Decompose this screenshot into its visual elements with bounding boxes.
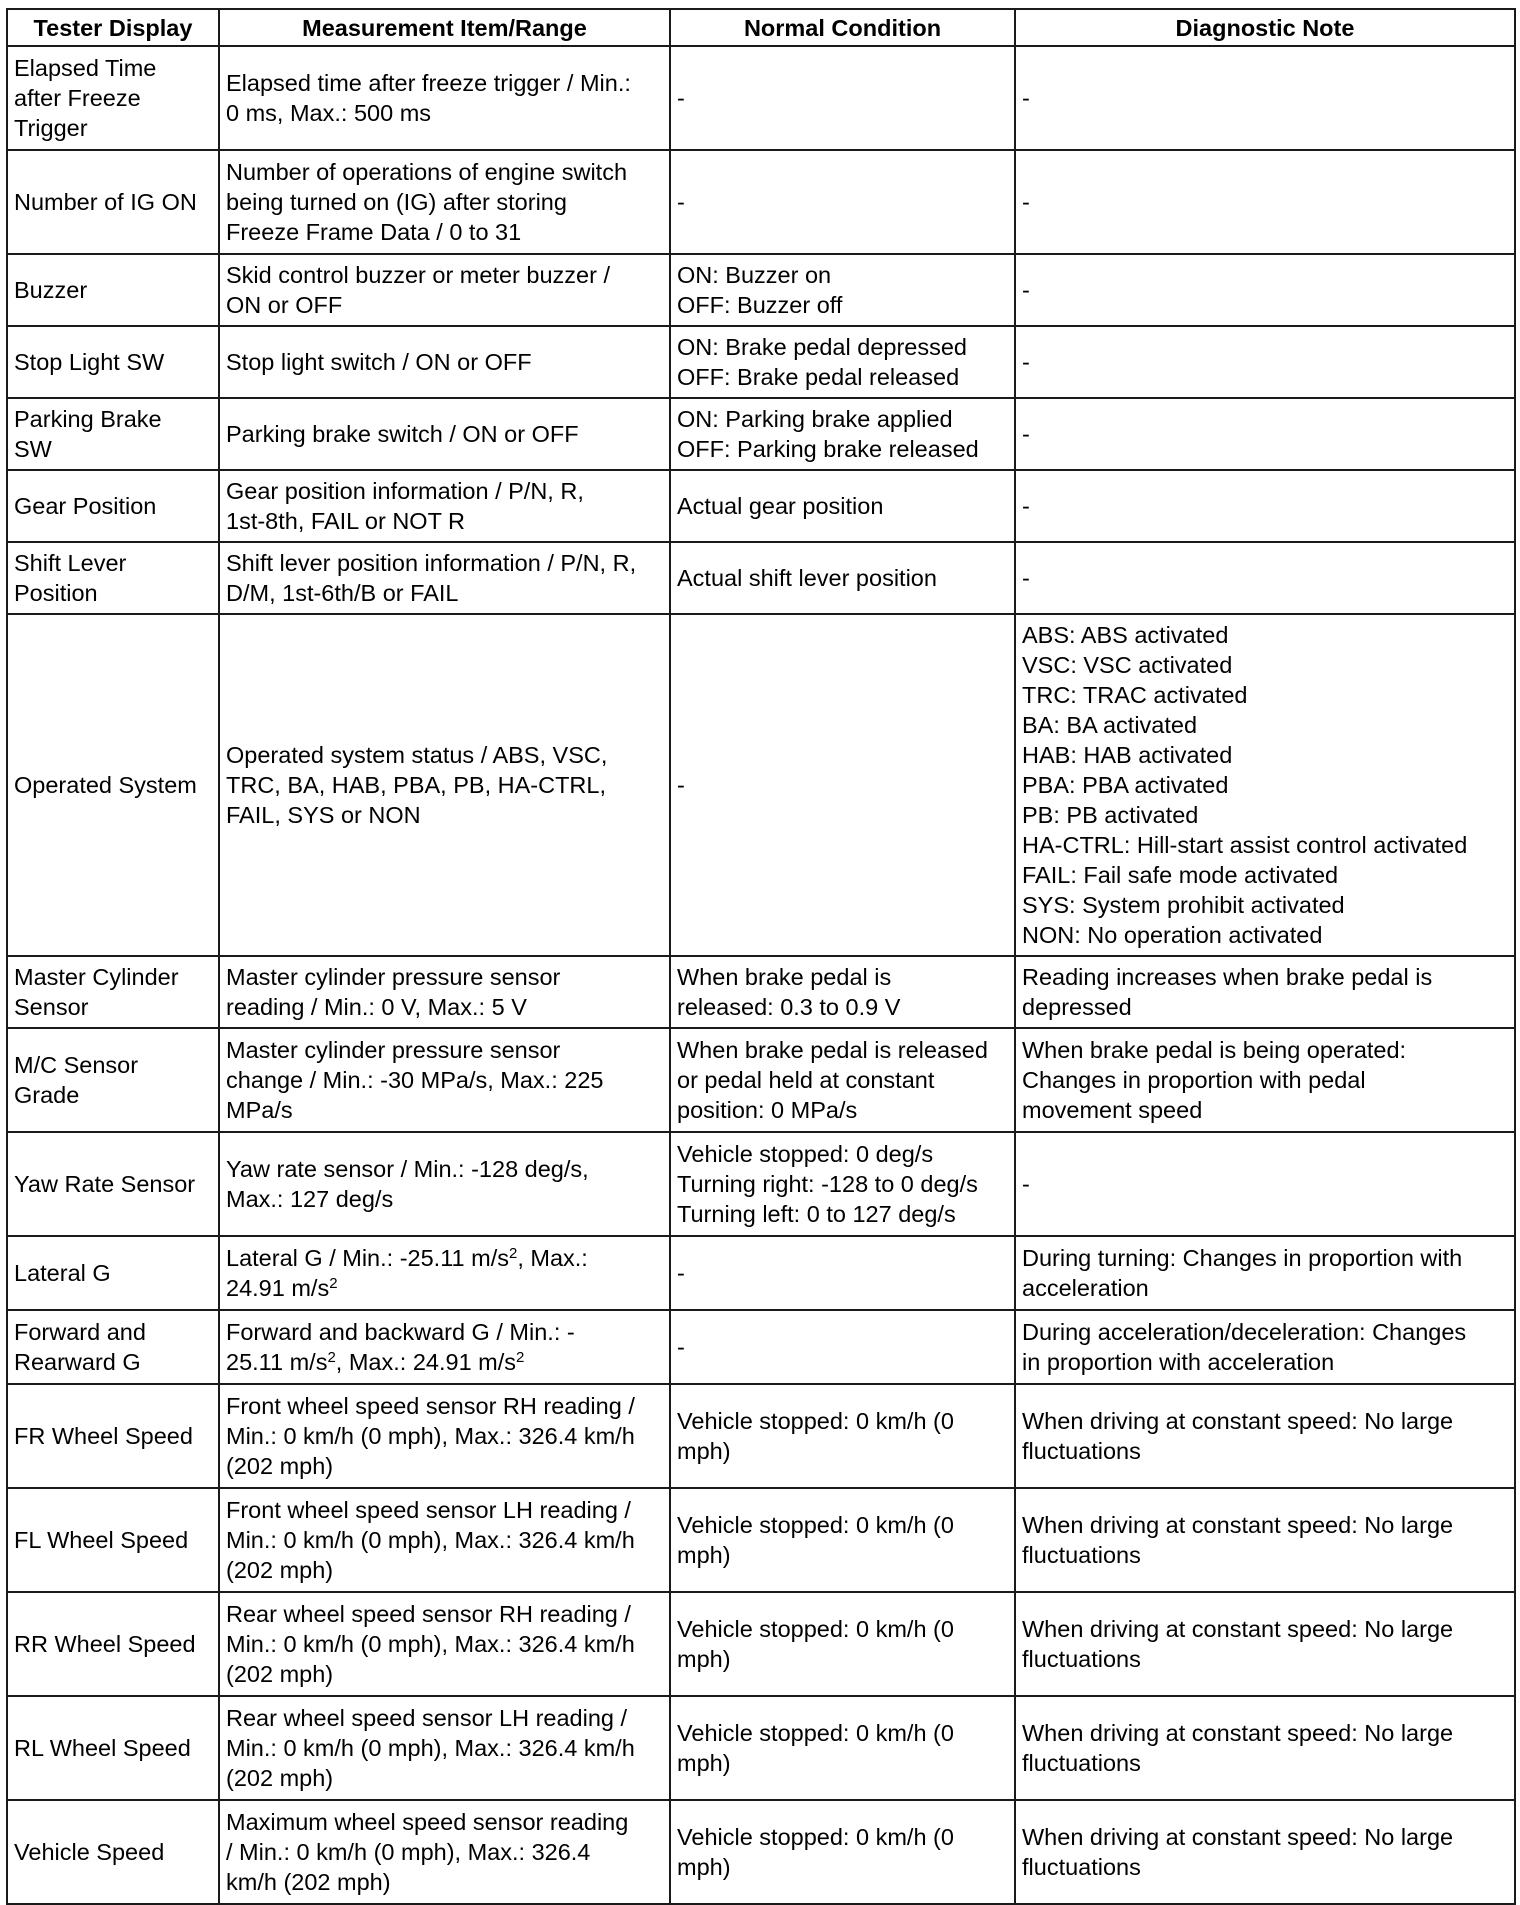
diagnostic-note-cell [1015,46,1515,150]
measurement-cell [219,1384,670,1488]
normal-condition-text: - [677,189,685,215]
normal-condition-text: Actual shift lever position [677,565,937,591]
measurement-text: Elapsed time after freeze trigger / Min.: 0 ms, Max.: 500 ms [226,70,631,126]
normal-condition-cell [670,254,1015,326]
data-list-page [6,8,1514,1905]
measurement-cell [219,1488,670,1592]
normal-condition-text: - [677,772,685,798]
tester-display-cell [7,1384,219,1488]
diagnostic-note-text: Reading increases when brake pedal is depressed [1022,964,1433,1020]
table-row [7,1028,1515,1132]
header-diagnostic-note: Diagnostic Note [1015,9,1515,46]
tester-display-text: RR Wheel Speed [14,1631,196,1657]
diagnostic-note-text: - [1022,189,1030,215]
table-body [7,46,1515,1904]
tester-display-text: FR Wheel Speed [14,1423,193,1449]
tester-display-cell [7,1488,219,1592]
data-list-table [6,8,1516,1905]
normal-condition-text: Vehicle stopped: 0 km/h (0 mph) [677,1408,954,1464]
normal-condition-cell [670,1592,1015,1696]
diagnostic-note-cell [1015,1800,1515,1904]
diagnostic-note-cell [1015,254,1515,326]
diagnostic-note-cell [1015,1028,1515,1132]
measurement-text: Yaw rate sensor / Min.: -128 deg/s, Max.: 127 deg/s [226,1156,589,1212]
normal-condition-cell [670,470,1015,542]
normal-condition-cell [670,1132,1015,1236]
normal-condition-cell [670,1028,1015,1132]
tester-display-text: M/C Sensor Grade [14,1052,139,1108]
measurement-text: Front wheel speed sensor LH reading / Min.: 0 km/h (0 mph), Max.: 326.4 km/h (202 mph) [226,1497,635,1583]
tester-display-cell [7,1028,219,1132]
normal-condition-cell [670,1488,1015,1592]
tester-display-cell [7,1800,219,1904]
diagnostic-note-cell [1015,1488,1515,1592]
tester-display-text: Gear Position [14,493,157,519]
diagnostic-note-text: - [1022,493,1030,519]
measurement-cell [219,398,670,470]
measurement-text [226,1243,665,1303]
measurement-part: , Max.: 24.91 m/s [335,1349,517,1375]
measurement-cell [219,542,670,614]
diagnostic-note-cell [1015,1132,1515,1236]
tester-display-text: Number of IG ON [14,189,197,215]
normal-condition-cell [670,46,1015,150]
normal-condition-cell [670,398,1015,470]
diagnostic-note-cell [1015,1592,1515,1696]
measurement-text: Rear wheel speed sensor LH reading / Min.: 0 km/h (0 mph), Max.: 326.4 km/h (202 mph) [226,1705,635,1791]
measurement-cell [219,1132,670,1236]
diagnostic-note-text: When driving at constant speed: No large fluctuations [1022,1616,1454,1672]
measurement-cell [219,1310,670,1384]
measurement-cell [219,1800,670,1904]
diagnostic-note-text: - [1022,1171,1030,1197]
header-normal-condition: Normal Condition [670,9,1015,46]
table-row [7,1592,1515,1696]
normal-condition-cell [670,150,1015,254]
superscript-exponent: 2 [327,1349,336,1366]
diagnostic-note-cell [1015,614,1515,956]
diagnostic-note-text: During turning: Changes in proportion with acceleration [1022,1245,1463,1301]
tester-display-cell [7,470,219,542]
superscript-exponent: 2 [516,1349,525,1366]
measurement-cell [219,1696,670,1800]
normal-condition-text: When brake pedal is released or pedal held at constant position: 0 MPa/s [677,1037,988,1123]
diagnostic-note-cell [1015,1236,1515,1310]
diagnostic-note-cell [1015,1384,1515,1488]
normal-condition-cell [670,614,1015,956]
table-row [7,1132,1515,1236]
measurement-cell [219,956,670,1028]
diagnostic-note-text: When driving at constant speed: No large fluctuations [1022,1824,1454,1880]
diagnostic-note-text: When brake pedal is being operated: Changes in proportion with pedal movement speed [1022,1037,1407,1123]
table-row [7,1488,1515,1592]
superscript-exponent: 2 [508,1245,518,1262]
measurement-part: Forward and backward G / Min.: - 25.11 m/s [226,1319,575,1375]
diagnostic-note-cell [1015,398,1515,470]
table-row [7,1384,1515,1488]
tester-display-text: Elapsed Time after Freeze Trigger [14,55,157,141]
normal-condition-text: Vehicle stopped: 0 km/h (0 mph) [677,1616,954,1672]
superscript-exponent: 2 [329,1275,338,1292]
tester-display-text: Lateral G [14,1260,111,1286]
measurement-cell [219,326,670,398]
normal-condition-text: ON: Brake pedal depressed OFF: Brake pedal released [677,334,967,390]
diagnostic-note-text: - [1022,85,1030,111]
header-measurement-item: Measurement Item/Range [219,9,670,46]
table-row [7,46,1515,150]
measurement-text: Gear position information / P/N, R, 1st-8th, FAIL or NOT R [226,478,584,534]
tester-display-cell [7,326,219,398]
measurement-text: Master cylinder pressure sensor change / Min.: -30 MPa/s, Max.: 225 MPa/s [226,1037,604,1123]
measurement-text: Operated system status / ABS, VSC, TRC, BA, HAB, PBA, PB, HA-CTRL, FAIL, SYS or NON [226,742,608,828]
tester-display-text: Buzzer [14,277,88,303]
table-row [7,470,1515,542]
diagnostic-note-cell [1015,1696,1515,1800]
measurement-text: Skid control buzzer or meter buzzer / ON or OFF [226,262,610,318]
tester-display-cell [7,542,219,614]
tester-display-cell [7,1236,219,1310]
measurement-cell [219,1028,670,1132]
table-row [7,254,1515,326]
measurement-cell [219,1236,670,1310]
diagnostic-note-cell [1015,150,1515,254]
diagnostic-note-cell [1015,956,1515,1028]
tester-display-text: Shift Lever Position [14,550,127,606]
table-row [7,398,1515,470]
normal-condition-cell [670,542,1015,614]
measurement-text [226,1317,665,1377]
normal-condition-cell [670,326,1015,398]
measurement-cell [219,470,670,542]
normal-condition-text: Actual gear position [677,493,884,519]
table-row [7,1310,1515,1384]
tester-display-text: RL Wheel Speed [14,1735,191,1761]
measurement-text: Stop light switch / ON or OFF [226,349,532,375]
tester-display-cell [7,1696,219,1800]
tester-display-text: Vehicle Speed [14,1839,165,1865]
table-row [7,956,1515,1028]
normal-condition-text: ON: Parking brake applied OFF: Parking brake released [677,406,979,462]
measurement-text: Maximum wheel speed sensor reading / Min.: 0 km/h (0 mph), Max.: 326.4 km/h (202 mph) [226,1809,629,1895]
table-row [7,326,1515,398]
measurement-text: Shift lever position information / P/N, R, D/M, 1st-6th/B or FAIL [226,550,637,606]
measurement-cell [219,1592,670,1696]
table-row [7,150,1515,254]
tester-display-text: Operated System [14,772,197,798]
diagnostic-note-cell [1015,542,1515,614]
measurement-text: Master cylinder pressure sensor reading / Min.: 0 V, Max.: 5 V [226,964,561,1020]
tester-display-cell [7,254,219,326]
table-header [7,9,1515,46]
measurement-part: , Max.: 24.91 m/s [226,1245,588,1301]
normal-condition-cell [670,1236,1015,1310]
measurement-text: Front wheel speed sensor RH reading / Min.: 0 km/h (0 mph), Max.: 326.4 km/h (202 mph) [226,1393,635,1479]
diagnostic-note-text: During acceleration/deceleration: Changes in proportion with acceleration [1022,1319,1467,1375]
diagnostic-note-text: - [1022,349,1030,375]
tester-display-cell [7,46,219,150]
tester-display-cell [7,614,219,956]
header-row [7,9,1515,46]
table-row [7,1800,1515,1904]
normal-condition-cell [670,1800,1015,1904]
measurement-part: Lateral G / Min.: -25.11 m/s [226,1245,509,1271]
tester-display-text: Yaw Rate Sensor [14,1171,196,1197]
tester-display-cell [7,1310,219,1384]
diagnostic-note-text: ABS: ABS activated VSC: VSC activated TRC: TRAC activated BA: BA activated HAB: HAB activated PBA: PBA activated PB: PB activated HA-CTRL: Hill-start assist control activated FAIL: Fail safe mode activated SYS: System prohibit activated NON: No operation activated [1022,622,1468,948]
table-row [7,1696,1515,1800]
tester-display-cell [7,150,219,254]
normal-condition-text: Vehicle stopped: 0 km/h (0 mph) [677,1512,954,1568]
tester-display-text: Master Cylinder Sensor [14,964,179,1020]
table-row [7,614,1515,956]
normal-condition-text: - [677,1334,685,1360]
table-row [7,1236,1515,1310]
measurement-cell [219,614,670,956]
diagnostic-note-text: - [1022,421,1030,447]
normal-condition-cell [670,1310,1015,1384]
diagnostic-note-text: - [1022,565,1030,591]
normal-condition-text: - [677,85,685,111]
measurement-text: Number of operations of engine switch being turned on (IG) after storing Freeze Frame Data / 0 to 31 [226,159,628,245]
diagnostic-note-cell [1015,326,1515,398]
normal-condition-text: ON: Buzzer on OFF: Buzzer off [677,262,843,318]
diagnostic-note-text: When driving at constant speed: No large fluctuations [1022,1720,1454,1776]
measurement-text: Rear wheel speed sensor RH reading / Min.: 0 km/h (0 mph), Max.: 326.4 km/h (202 mph) [226,1601,635,1687]
measurement-cell [219,254,670,326]
measurement-cell [219,150,670,254]
normal-condition-text: Vehicle stopped: 0 km/h (0 mph) [677,1720,954,1776]
tester-display-text: Parking Brake SW [14,406,162,462]
normal-condition-text: Vehicle stopped: 0 km/h (0 mph) [677,1824,954,1880]
tester-display-text: FL Wheel Speed [14,1527,189,1553]
normal-condition-cell [670,1384,1015,1488]
diagnostic-note-text: - [1022,277,1030,303]
diagnostic-note-cell [1015,1310,1515,1384]
tester-display-cell [7,398,219,470]
normal-condition-cell [670,1696,1015,1800]
tester-display-text: Stop Light SW [14,349,165,375]
measurement-text: Parking brake switch / ON or OFF [226,421,579,447]
normal-condition-text: When brake pedal is released: 0.3 to 0.9 V [677,964,901,1020]
normal-condition-text: - [677,1260,685,1286]
diagnostic-note-text: When driving at constant speed: No large fluctuations [1022,1408,1454,1464]
table-row [7,542,1515,614]
tester-display-cell [7,956,219,1028]
diagnostic-note-text: When driving at constant speed: No large fluctuations [1022,1512,1454,1568]
tester-display-cell [7,1592,219,1696]
normal-condition-cell [670,956,1015,1028]
header-tester-display: Tester Display [7,9,219,46]
measurement-cell [219,46,670,150]
tester-display-cell [7,1132,219,1236]
normal-condition-text: Vehicle stopped: 0 deg/s Turning right: -128 to 0 deg/s Turning left: 0 to 127 deg/s [677,1141,978,1227]
diagnostic-note-cell [1015,470,1515,542]
tester-display-text: Forward and Rearward G [14,1319,146,1375]
